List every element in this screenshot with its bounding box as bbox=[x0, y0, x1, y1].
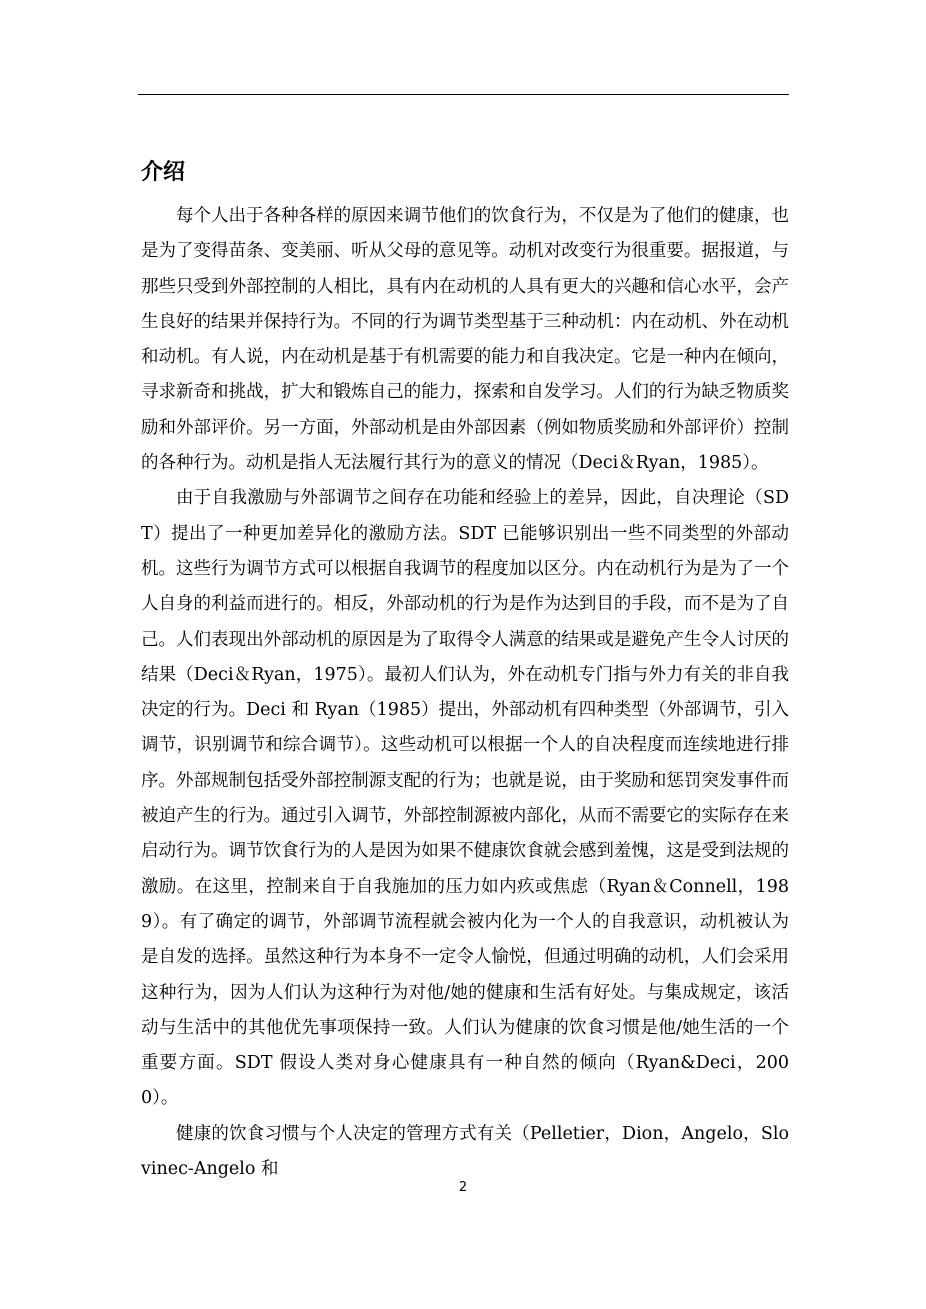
paragraph-3: 健康的饮食习惯与个人决定的管理方式有关（Pelletier，Dion，Angelo，Slovinec-Angelo 和 bbox=[141, 1123, 789, 1180]
page-number: 2 bbox=[458, 1180, 468, 1195]
paragraph-1: 每个人出于各种各样的原因来调节他们的饮食行为，不仅是为了他们的健康，也是为了变得苗条、变美丽、听从父母的意见等。动机对改变行为很重要。据报道，与那些只受到外部控制的人相比，具有内在动机的人具有更大的兴趣和信心水平，会产生良好的结果并保持行为。不同的行为调节类型基于三种动机：内在动机、外在动机和动机。有人说，内在动机是基于有机需要的能力和自我决定。它是一种内在倾向，寻求新奇和挑战，扩大和锻炼自己的能力，探索和自发学习。人们的行为缺乏物质奖励和外部评价。另一方面，外部动机是由外部因素（例如物质奖励和外部评价）控制的各种行为。动机是指人无法履行其行为的意义的情况（Deci＆Ryan，1985）。 bbox=[141, 206, 789, 474]
header-rule bbox=[138, 94, 789, 95]
section-heading: 介绍 bbox=[141, 160, 186, 185]
paragraph-2: 由于自我激励与外部调节之间存在功能和经验上的差异，因此，自决理论（SDT）提出了一种更加差异化的激励方法。SDT 已能够识别出一些不同类型的外部动机。这些行为调节方式可以根据自我调节的程度加以区分。内在动机行为是为了一个人自身的利益而进行的。相反，外部动机的行为是作为达到目的手段，而不是为了自己。人们表现出外部动机的原因是为了取得令人满意的结果或是避免产生令人讨厌的结果（Deci＆Ryan，1975）。最初人们认为，外在动机专门指与外力有关的非自我决定的行为。Deci 和 Ryan（1985）提出，外部动机有四种类型（外部调节，引入调节，识别调节和综合调节）。这些动机可以根据一个人的自决程度而连续地进行排序。外部规制包括受外部控制源支配的行为；也就是说，由于奖励和惩罚突发事件而被迫产生的行为。通过引入调节，外部控制源被内部化，从而不需要它的实际存在来启动行为。调节饮食行为的人是因为如果不健康饮食就会感到羞愧，这是受到法规的激励。在这里，控制来自于自我施加的压力如内疚或焦虑（Ryan＆Connell，1989）。有了确定的调节，外部调节流程就会被内化为一个人的自我意识，动机被认为是自发的选择。虽然这种行为本身不一定令人愉悦，但通过明确的动机，人们会采用这种行为，因为人们认为这种行为对他/她的健康和生活有好处。与集成规定，该活动与生活中的其他优先事项保持一致。人们认为健康的饮食习惯是他/她生活的一个重要方面。SDT 假设人类对身心健康具有一种自然的倾向（Ryan&Deci，2000）。 bbox=[141, 488, 789, 1109]
body-text bbox=[141, 199, 789, 1187]
